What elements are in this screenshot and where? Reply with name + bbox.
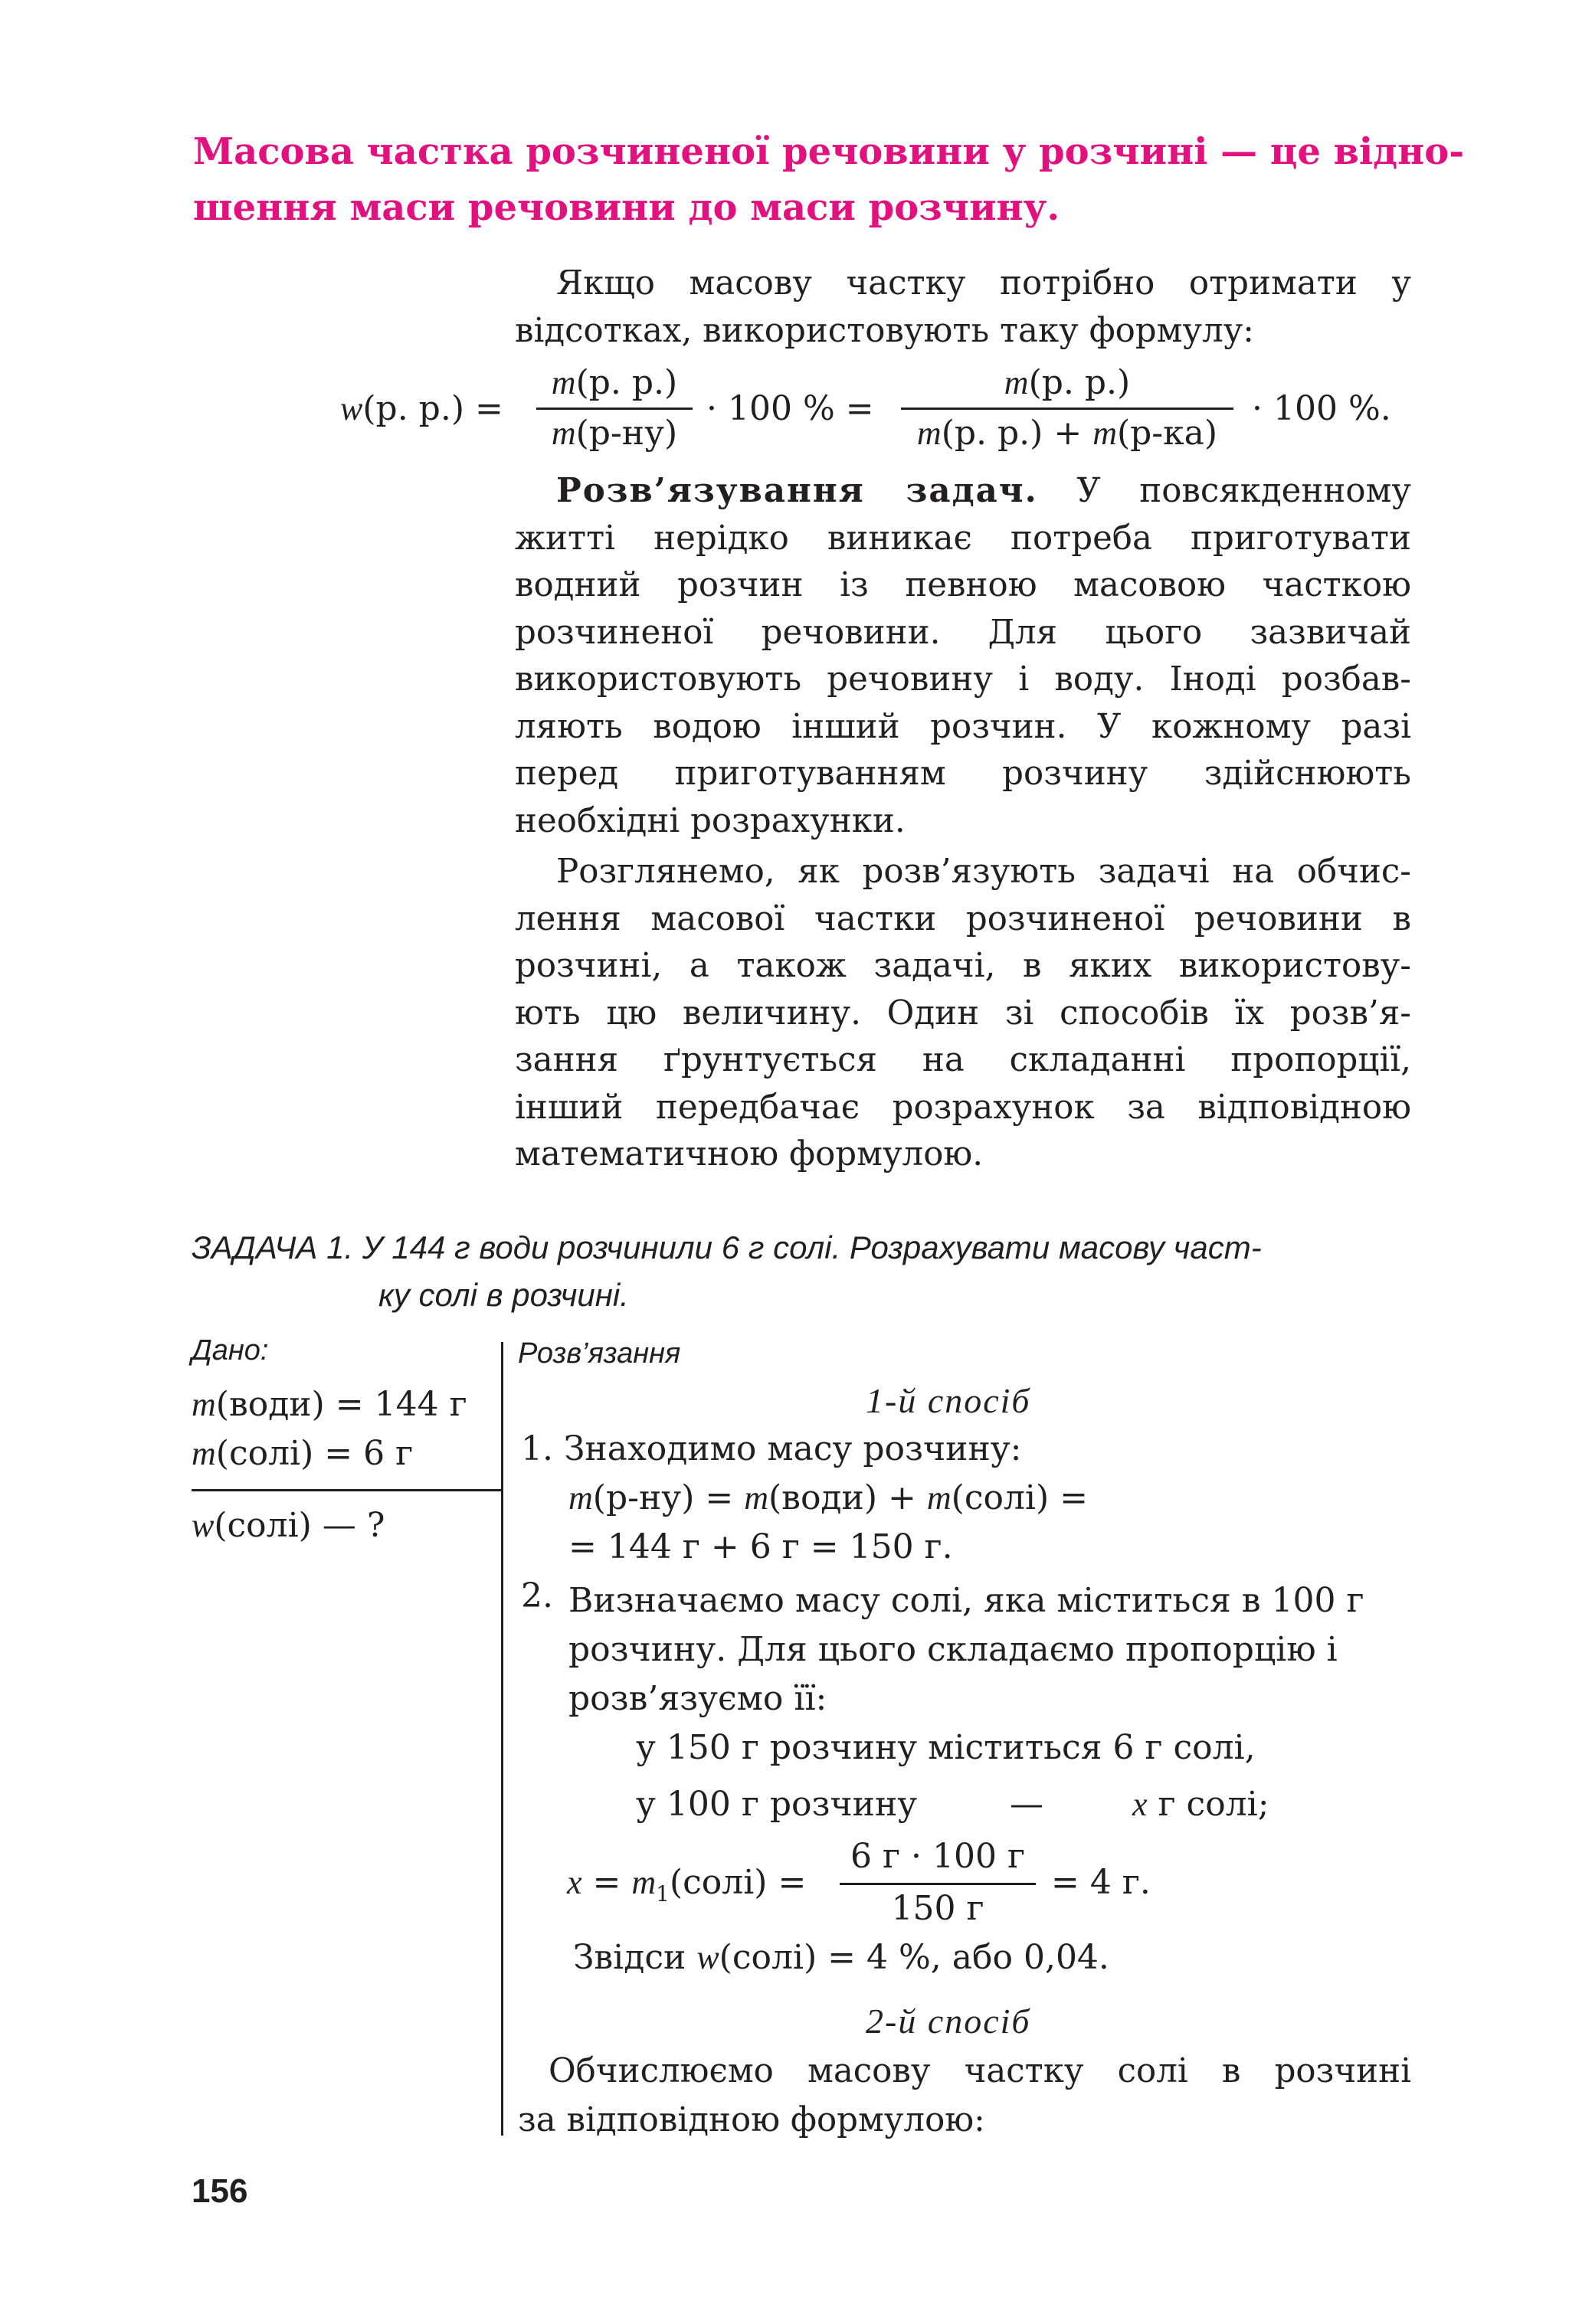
fraction-bar [840, 1883, 1036, 1885]
formula-fraction1-numerator: m(р. р.) [551, 363, 678, 402]
paragraph-line: за відповідною формулою: [518, 2101, 985, 2139]
x-equation-lhs: $x = m_1(солі)$ = [567, 1863, 807, 1907]
hence-result: Звідси w(солі) = 4 %, або 0,04. [573, 1938, 1109, 1977]
solution-mass-equation: m(р-ну) = m(води) + m(солі) = [568, 1478, 1088, 1517]
paragraph-line: відсотках, використовують таку формулу: [515, 311, 1254, 350]
paragraph-line: Розв’язування задач. У повсякденному [556, 471, 1412, 510]
fraction-bar [536, 408, 693, 410]
method-1-title: 1-й спосіб [866, 1381, 1031, 1420]
mass-fraction-formula [0, 0, 1569, 475]
x-fraction-numerator: 6 г · 100 г [850, 1837, 1025, 1876]
formula-fraction2-denominator: m(р. р.) + m(р-ка) [916, 414, 1218, 453]
paragraph-line: Розглянемо, як розв’язують задачі на обчис- [556, 853, 1411, 891]
find-unknown: w(солі) — ? [192, 1506, 385, 1545]
given-label: Дано: [192, 1334, 269, 1367]
step-line: розчину. Для цього складаємо пропорцію і [568, 1630, 1338, 1669]
paragraph-line: інший передбачає розрахунок за відповідною [515, 1088, 1411, 1127]
proportion-line-2: у 100 г розчину [636, 1785, 918, 1824]
paragraph-line: Обчислюємо масову частку солі в розчині [549, 2052, 1411, 2090]
definition-line: Масова частка розчиненої речовини у розчині — це відно- [193, 130, 1465, 173]
task-line: ЗАДАЧА 1. У 144 г води розчинили 6 г солі. Розрахувати масову част- [192, 1229, 1262, 1265]
fraction-bar [901, 408, 1233, 410]
proportion-dash: — [1010, 1785, 1043, 1824]
x-equation-result: = 4 г. [1051, 1863, 1151, 1902]
proportion-line-1: у 150 г розчину міститься 6 г солі, [636, 1728, 1256, 1767]
methods-paragraph [515, 849, 1411, 1179]
paragraph-line: математичною формулою. [515, 1135, 984, 1173]
paragraph-line: ють цю величину. Один зі способів їх розв’я- [515, 993, 1411, 1033]
proportion-unknown: x г солі; [1132, 1785, 1269, 1824]
solution-mass-result: = 144 г + 6 г = 150 г. [568, 1527, 953, 1566]
task-heading [192, 1224, 1262, 1319]
paragraph-line: використовують речовину і воду. Іноді розбав- [515, 660, 1411, 699]
x-fraction-denominator: 150 г [891, 1889, 984, 1928]
paragraph-line: необхідні розрахунки. [515, 801, 906, 840]
page-number: 156 [192, 2172, 248, 2210]
method-2-title: 2-й спосіб [866, 2002, 1031, 2041]
step-line: розв’язуємо її: [568, 1679, 827, 1718]
paragraph-line: ляють водою інший розчин. У кожному разі [515, 707, 1411, 746]
step-2-text [568, 1576, 1364, 1723]
paragraph-line: лення масової частки розчиненої речовини в [515, 899, 1411, 938]
step-2-number: 2. [521, 1576, 553, 1615]
paragraph-line: розчині, а також задачі, в яких використову- [515, 947, 1411, 985]
given-water-mass: m(води) = 144 г [192, 1385, 467, 1424]
given-separator [192, 1489, 503, 1491]
definition-line: шення маси речовини до маси розчину. [193, 186, 1060, 229]
step-1: 1. Знаходимо масу розчину: [521, 1429, 1022, 1468]
paragraph-line: розчиненої речовини. Для цього зазвичай [515, 613, 1411, 652]
paragraph-line: житті нерідко виникає потреба приготувати [515, 519, 1411, 558]
task-line: ку солі в розчині. [378, 1277, 629, 1313]
paragraph-line: зання ґрунтується на складанні пропорції, [515, 1041, 1411, 1079]
formula-fraction1-denominator: m(р-ну) [551, 414, 678, 453]
problems-paragraph [515, 467, 1411, 845]
step-line: Визначаємо масу солі, яка міститься в 100 г [568, 1581, 1364, 1620]
paragraph-line: Якщо масову частку потрібно отримати у [556, 264, 1411, 303]
paragraph-line: водний розчин із певною масовою часткою [515, 566, 1411, 604]
given-salt-mass: m(солі) = 6 г [192, 1434, 414, 1473]
paragraph-line: перед приготуванням розчину здійснюють [515, 754, 1411, 793]
formula-tail: · 100 %. [1252, 389, 1391, 428]
paragraph-heading: Розв’язування задач. [556, 471, 1038, 510]
formula-fraction2-numerator: m(р. р.) [1004, 363, 1131, 402]
formula-middle: · 100 % = [706, 389, 874, 428]
method-2-paragraph [518, 2047, 1411, 2145]
solution-label: Розв’язання [518, 1337, 681, 1370]
column-divider [501, 1342, 503, 2136]
formula-lhs: w(р. р.) = [340, 389, 503, 428]
